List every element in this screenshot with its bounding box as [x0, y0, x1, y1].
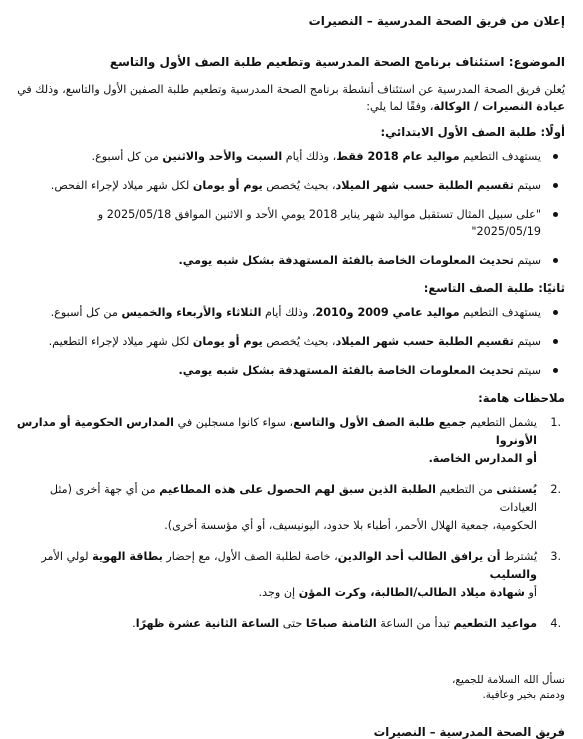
- notes-list: [16, 414, 565, 633]
- note-text: الحكومية، جمعية الهلال الأحمر، أطباء بلا حدود، اليونيسيف، أو أي مؤسسة أخرى).: [164, 519, 537, 532]
- note-text: ، سواء كانوا مسجلين في: [174, 416, 294, 429]
- note-bold: جميع طلبة الصف الأول والتاسع: [293, 416, 467, 429]
- item-text: من كل أسبوع.: [50, 306, 122, 319]
- item-text: ، وذلك أيام: [282, 150, 337, 163]
- bullet-icon: [553, 258, 558, 263]
- item-bold: مواليد عام 2018 فقط: [336, 150, 460, 163]
- note-text: تبدأ من الساعة: [376, 617, 454, 630]
- list-item: [16, 333, 565, 350]
- section-grade1-list: [16, 148, 565, 269]
- section-grade9-heading: ثانيًا: طلبة الصف التاسع:: [423, 281, 565, 295]
- item-text: لكل شهر ميلاد لإجراء الفحص.: [50, 179, 193, 192]
- item-text: "على سبيل المثال تستقبل مواليد شهر يناير 2018 يومي الأحد و الاثنين الموافق 2025/05/18 و: [97, 208, 541, 221]
- bullet-icon: [553, 368, 558, 373]
- item-text: من كل أسبوع.: [91, 150, 163, 163]
- list-item: [16, 206, 565, 240]
- note-text: يُشترط: [500, 550, 537, 563]
- note-text: من التطعيم: [435, 483, 497, 496]
- note-bold: أن يرافق الطالب أحد الوالدين: [337, 550, 501, 563]
- item-bold: تحديث المعلومات الخاصة بالفئة المستهدفة بشكل شبه يومي.: [178, 364, 514, 377]
- list-item: [16, 362, 565, 379]
- bullet-icon: [553, 183, 558, 188]
- subject-line: الموضوع: استئناف برنامج الصحة المدرسية وتطعيم طلبة الصف الأول والتاسع: [109, 55, 565, 69]
- note-text: لولي الأمر: [41, 550, 93, 563]
- note-text: .: [132, 617, 136, 630]
- note-bold: مواعيد التطعيم: [453, 617, 537, 630]
- note-bold: الثامنة صباحًا: [305, 617, 377, 630]
- list-item: [16, 148, 565, 165]
- intro-text: يُعلن فريق الصحة المدرسية عن استئناف أنشطة برنامج الصحة المدرسية وتطعيم طلبة الصفين الأول والتاسع، وذلك في: [17, 83, 565, 96]
- item-text: ، بحيث يُخصص: [262, 179, 336, 192]
- note-item: [16, 548, 565, 602]
- list-item: [16, 252, 565, 269]
- item-bold: الثلاثاء والأربعاء والخميس: [121, 306, 262, 319]
- item-text: 2025/05/19": [471, 225, 541, 238]
- note-bold: شهادة ميلاد الطالب/الطالبة، وكرت المؤن: [298, 586, 525, 599]
- item-text: سيتم: [513, 364, 541, 377]
- intro-text-end: ، وفقًا لما يلي:: [366, 100, 434, 113]
- item-text: سيتم: [513, 254, 541, 267]
- list-item: [16, 304, 565, 321]
- note-number: .4: [550, 617, 561, 630]
- item-bold: السبت والأحد والاثنين: [162, 150, 283, 163]
- note-bold: الساعة الثانية عشرة ظهرًا: [135, 617, 280, 630]
- note-item: [16, 481, 565, 535]
- signature: فريق الصحة المدرسية – النصيرات: [373, 725, 565, 739]
- item-text: ، بحيث يُخصص: [262, 335, 336, 348]
- bullet-icon: [553, 212, 558, 217]
- note-text: ، خاصة لطلبة الصف الأول، مع إحضار: [162, 550, 338, 563]
- note-bold: والسليب: [489, 568, 537, 581]
- item-text: لكل شهر ميلاد لإجراء التطعيم.: [48, 335, 193, 348]
- notes-heading: ملاحظات هامة:: [478, 391, 565, 405]
- note-number: .1: [550, 416, 561, 429]
- note-bold: المدارس الحكومية أو مدارس الأونروا: [16, 416, 537, 447]
- note-bold: الطلبة الذين سبق لهم الحصول على هذه المطاعيم: [159, 483, 436, 496]
- note-bold: أو المدارس الخاصة.: [428, 452, 537, 465]
- intro-paragraph: [16, 81, 565, 115]
- note-item: [16, 615, 565, 633]
- announcement-title: إعلان من فريق الصحة المدرسية – النصيرات: [308, 14, 565, 28]
- note-number: .2: [550, 483, 561, 496]
- section-grade1-heading: أولًا: طلبة الصف الأول الابتدائي:: [380, 125, 565, 139]
- note-number: .3: [550, 550, 561, 563]
- closing-text: [16, 673, 565, 703]
- item-text: ، وذلك أيام: [261, 306, 316, 319]
- bullet-icon: [553, 154, 558, 159]
- item-bold: تقسيم الطلبة حسب شهر الميلاد: [335, 335, 514, 348]
- note-bold: بطاقة الهوية: [92, 550, 163, 563]
- list-item: [16, 177, 565, 194]
- item-bold: مواليد عامي 2009 و2010: [315, 306, 460, 319]
- item-bold: يوم أو يومان: [192, 335, 263, 348]
- item-text: سيتم: [513, 335, 541, 348]
- closing-line: نسأل الله السلامة للجميع،: [451, 674, 565, 686]
- note-text: يشمل التطعيم: [466, 416, 537, 429]
- bullet-icon: [553, 339, 558, 344]
- item-text: سيتم: [513, 179, 541, 192]
- item-bold: تحديث المعلومات الخاصة بالفئة المستهدفة بشكل شبه يومي.: [178, 254, 514, 267]
- section-grade9-list: [16, 304, 565, 379]
- item-text: يستهدف التطعيم: [459, 150, 541, 163]
- item-text: يستهدف التطعيم: [459, 306, 541, 319]
- item-bold: تقسيم الطلبة حسب شهر الميلاد: [335, 179, 514, 192]
- note-text: أو: [524, 586, 537, 599]
- note-bold: يُستثنى: [496, 483, 537, 496]
- intro-clinic-name: عيادة النصيرات / الوكالة: [433, 100, 565, 113]
- item-bold: يوم أو يومان: [192, 179, 263, 192]
- note-item: [16, 414, 565, 468]
- note-text: حتى: [279, 617, 306, 630]
- note-text: من أي جهة أخرى (مثل العيادات: [49, 483, 537, 514]
- note-text: إن وجد.: [258, 586, 299, 599]
- bullet-icon: [553, 310, 558, 315]
- closing-line: ودمتم بخير وعافية.: [482, 689, 565, 701]
